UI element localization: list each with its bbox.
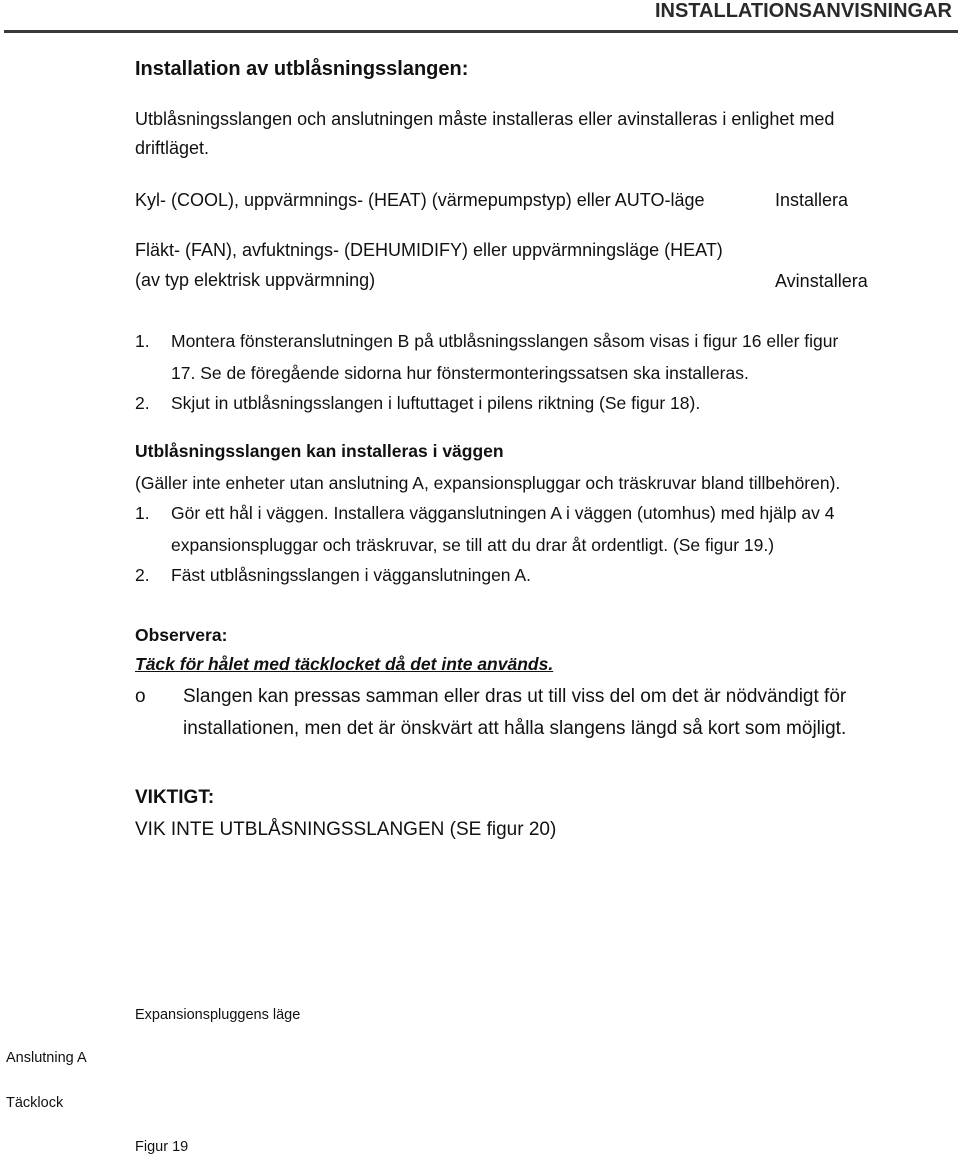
bullet-line-1: Slangen kan pressas samman eller dras ut till viss del om det är nödvändigt för xyxy=(183,686,847,707)
step-1-line-2: 17. Se de föregående sidorna hur fönstermonteringssatsen ska installeras. xyxy=(171,363,749,383)
figure-label-connection-a: Anslutning A xyxy=(6,1050,87,1066)
section-title: Installation av utblåsningsslangen: xyxy=(135,58,469,80)
intro-line-2: driftläget. xyxy=(135,138,210,158)
wall-step-1-line-2: expansionspluggar och träskruvar, se till att du drar åt ordentligt. (Se figur 19.) xyxy=(171,535,775,555)
bullet-line-2: installationen, men det är önskvärt att hålla slangens längd så kort som möjligt. xyxy=(183,718,847,739)
mode-2-action: Avinstallera xyxy=(775,271,868,291)
intro-line-1: Utblåsningsslangen och anslutningen måste installeras eller avinstalleras i enlighet med xyxy=(135,109,835,129)
step-2-number: 2. xyxy=(135,393,150,413)
step-1-line-1: Montera fönsteranslutningen B på utblåsningsslangen såsom visas i figur 16 eller figur xyxy=(171,331,839,351)
observe-emphasis: Täck för hålet med täcklocket då det inte används. xyxy=(135,654,554,674)
figure-caption: Figur 19 xyxy=(135,1139,189,1155)
bullet-marker: o xyxy=(135,686,146,707)
wall-step-2-line-1: Fäst utblåsningsslangen i vägganslutningen A. xyxy=(171,565,531,585)
wall-step-1-number: 1. xyxy=(135,503,150,523)
step-2-line-1: Skjut in utblåsningsslangen i luftuttaget i pilens riktning (Se figur 18). xyxy=(171,393,701,413)
document-header-title: INSTALLATIONSANVISNINGAR xyxy=(654,0,952,22)
wall-step-1-line-1: Gör ett hål i väggen. Installera vägganslutningen A i väggen (utomhus) med hjälp av 4 xyxy=(171,503,835,523)
wall-note: (Gäller inte enheter utan anslutning A, expansionspluggar och träskruvar bland tillbehören). xyxy=(135,473,841,493)
step-1-number: 1. xyxy=(135,331,150,351)
mode-1-description: Kyl- (COOL), uppvärmnings- (HEAT) (värmepumpstyp) eller AUTO-läge xyxy=(135,190,705,210)
mode-2-description-line-2: (av typ elektrisk uppvärmning) xyxy=(135,270,376,290)
header-divider xyxy=(4,30,958,33)
figure-label-cap: Täcklock xyxy=(6,1095,64,1111)
wall-step-2-number: 2. xyxy=(135,565,150,585)
wall-heading: Utblåsningsslangen kan installeras i väggen xyxy=(135,441,504,461)
mode-1-action: Installera xyxy=(775,190,849,210)
figure-label-expansion-plug: Expansionspluggens läge xyxy=(135,1007,301,1023)
mode-2-description-line-1: Fläkt- (FAN), avfuktnings- (DEHUMIDIFY) eller uppvärmningsläge (HEAT) xyxy=(135,240,723,260)
observe-heading: Observera: xyxy=(135,625,228,645)
important-text: VIK INTE UTBLÅSNINGSSLANGEN (SE figur 20) xyxy=(135,819,557,840)
important-heading: VIKTIGT: xyxy=(135,787,215,808)
